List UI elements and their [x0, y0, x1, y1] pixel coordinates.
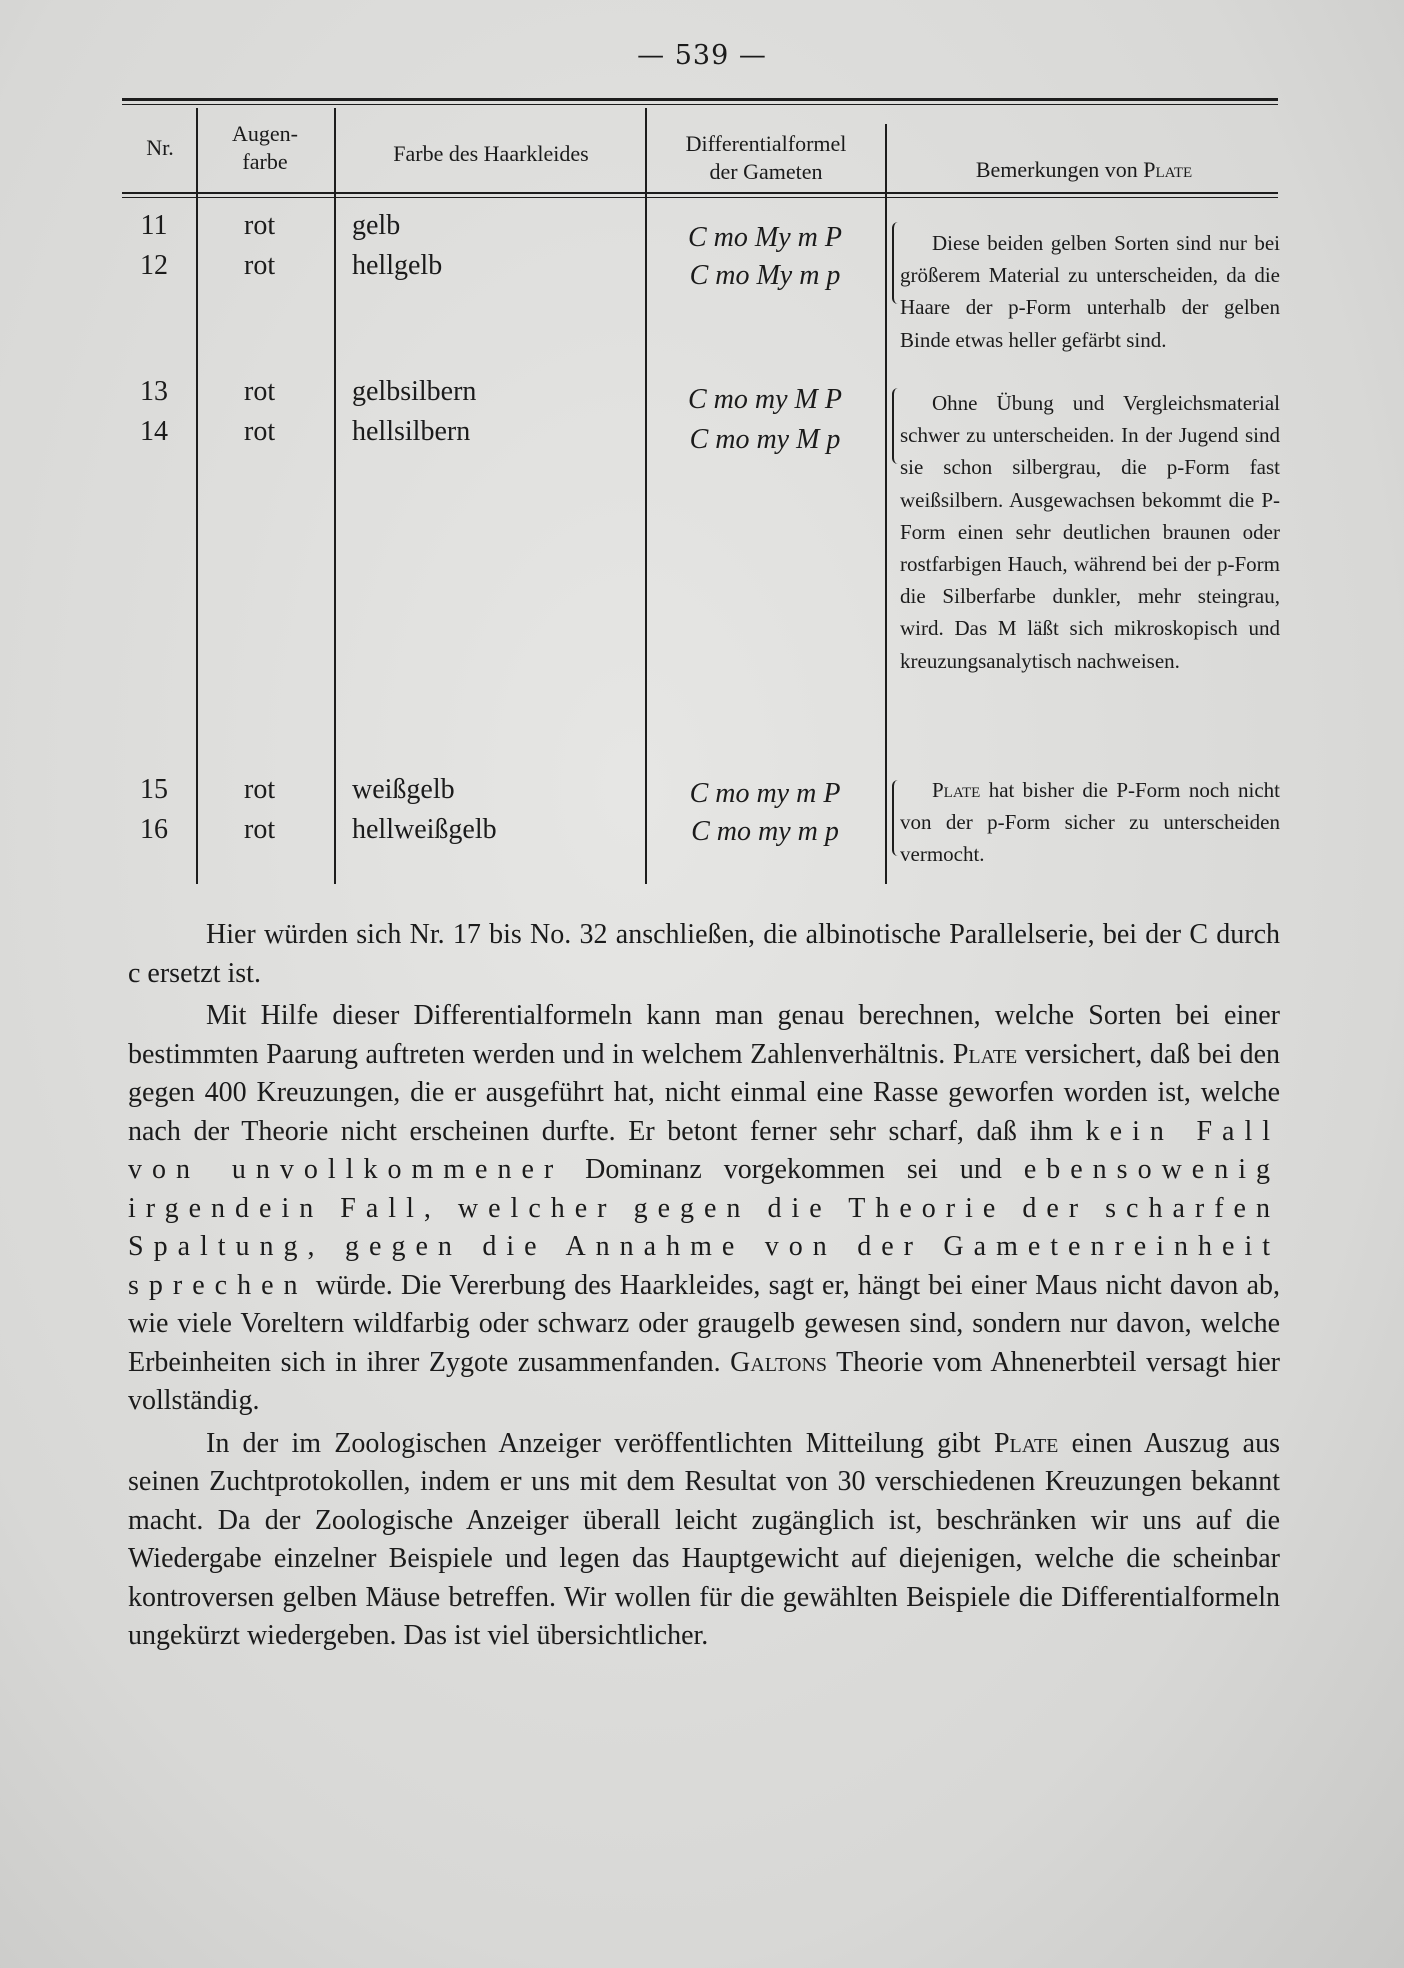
row-14-color: hellsilbern	[352, 416, 471, 447]
remark-1: Diese beiden gelben Sorten sind nur bei größerem Material zu unterscheiden, da die Haare der p-Form unterhalb der gelben Binde etwas heller gefärbt sind.	[900, 231, 1280, 352]
table-top-rule-thin	[122, 104, 1278, 105]
paragraph-2	[128, 997, 1280, 1421]
row-14-formula: C mo my M p	[689, 424, 841, 455]
row-14-nr: 14	[140, 416, 168, 447]
paragraph-2-d: würde. Die Vererbung des Haarkleides, sagt er, hängt bei einer Maus nicht davon ab, wie viele Voreltern wildfarbig oder schwarz oder graugelb gewesen sind, sondern nur davon, welche Erbeinheiten sich in ihrer Zygote zusammenfanden.	[128, 1269, 1280, 1378]
paragraph-2-plate: Plate	[952, 1038, 1018, 1070]
row-15-eye: rot	[244, 774, 276, 805]
remark-rows-11-12	[900, 227, 1280, 356]
body-text	[128, 916, 1280, 1660]
header-bemerkungen	[890, 156, 1278, 184]
paragraph-2-spaced-1: kein Fall von unvollkommener	[128, 1115, 1281, 1185]
paragraph-3-plate: Plate	[993, 1427, 1059, 1459]
row-12-color: hellgelb	[352, 250, 443, 281]
page-number: — 539 —	[637, 40, 767, 71]
header-augenfarbe-line1: Augen-	[232, 121, 298, 146]
row-16-eye: rot	[244, 814, 276, 845]
row-12-formula: C mo My m p	[689, 260, 841, 291]
header-diff-line1: Differentialformel	[685, 131, 847, 156]
paragraph-3-b: einen Auszug aus seinen Zuchtprotokollen, indem er uns mit dem Resultat von 30 verschiedenen Kreuzungen bekannt macht. Da der Zoologische Anzeiger überall leicht zugänglich ist, beschränken wir uns auf die Wiedergabe einzelner Beispiele und legen das Hauptgewicht auf diejenigen, welche die scheinbar kontroversen gelben Mäuse betreffen. Wir wollen für die gewählten Beispiele die Differentialformeln ungekürzt wiedergeben. Das ist viel übersichtlicher.	[128, 1427, 1281, 1651]
remark-3-plate: Plate	[932, 778, 981, 802]
remark-3	[900, 774, 1280, 871]
row-11-formula: C mo My m P	[688, 222, 842, 253]
table-header-rule	[122, 192, 1278, 194]
remark-rows-13-14	[900, 387, 1280, 677]
row-12-nr: 12	[140, 250, 168, 281]
paragraph-3-a: In der im Zoologischen Anzeiger veröffentlichten Mitteilung gibt	[206, 1427, 981, 1459]
column-divider-1	[196, 108, 198, 884]
header-diff-line2: der Gameten	[709, 159, 823, 184]
header-augenfarbe-line2: farbe	[242, 149, 288, 174]
header-differentialformel	[648, 130, 884, 186]
row-15-formula: C mo my m P	[689, 778, 841, 809]
header-augenfarbe	[200, 120, 330, 176]
table-top-rule	[122, 98, 1278, 101]
row-12-eye: rot	[244, 250, 276, 281]
paragraph-2-spaced-2: ebensowenig irgendein Fall, welcher gegen die Theorie der scharfen Spaltung, gegen die Annahme von der Gametenreinheit sprechen	[128, 1154, 1280, 1301]
remark-rows-15-16	[900, 774, 1280, 871]
header-farbe: Farbe des Haarkleides	[393, 141, 589, 166]
row-13-eye: rot	[244, 376, 276, 407]
paragraph-2-a: Mit Hilfe dieser Differentialformeln kann man genau berechnen, welche Sorten bei einer bestimmten Paarung auftreten werden und in welchem Zahlenverhältnis.	[128, 1000, 1280, 1070]
paragraph-2-e: Theorie vom Ahnenerbteil versagt hier vollständig.	[128, 1346, 1281, 1416]
row-14-eye: rot	[244, 416, 276, 447]
remark-3-text: hat bisher die P-Form noch nicht von der p-Form sicher zu unterscheiden vermocht.	[900, 778, 1281, 867]
row-16-formula: C mo my m p	[691, 816, 839, 847]
row-15-nr: 15	[140, 774, 168, 805]
paragraph-2-c: Dominanz vorgekommen sei und	[585, 1154, 1002, 1185]
paragraph-2-galton: Galtons	[730, 1346, 828, 1378]
paragraph-2-b: versichert, daß bei den gegen 400 Kreuzungen, die er ausgeführt hat, nicht einmal eine Rasse geworfen worden ist, welche nach der Theorie nicht erscheinen durfte. Er betont ferner sehr scharf, daß ihm	[128, 1038, 1281, 1147]
paragraph-1: Hier würden sich Nr. 17 bis No. 32 anschließen, die albinotische Parallelserie, bei der C durch c ersetzt ist.	[128, 919, 1280, 989]
row-16-color: hellweißgelb	[352, 814, 497, 845]
header-bemerkungen-text: Bemerkungen von	[975, 157, 1138, 182]
header-nr: Nr.	[146, 135, 174, 160]
table-header-rule-thin	[122, 197, 1278, 198]
row-13-color: gelbsilbern	[352, 376, 477, 407]
row-13-nr: 13	[140, 376, 168, 407]
row-11-eye: rot	[244, 210, 276, 241]
column-divider-2	[334, 108, 336, 884]
row-15-color: weißgelb	[352, 774, 455, 805]
row-11-nr: 11	[140, 210, 168, 241]
row-16-nr: 16	[140, 814, 168, 845]
row-13-formula: C mo my M P	[688, 384, 842, 415]
remark-2: Ohne Übung und Vergleichsmaterial schwer zu unterscheiden. In der Jugend sind sie schon silbergrau, die p-Form fast weißsilbern. Ausgewachsen bekommt die P-Form einen sehr deutlichen braunen oder rostfarbigen Hauch, während bei der p-Form die Silberfarbe dunkler, mehr steingrau, wird. Das M läßt sich mikroskopisch und kreuzungsanalytisch nachweisen.	[900, 391, 1280, 673]
header-bemerkungen-plate: Plate	[1143, 157, 1193, 182]
paragraph-3	[128, 1425, 1280, 1656]
row-11-color: gelb	[352, 210, 401, 241]
